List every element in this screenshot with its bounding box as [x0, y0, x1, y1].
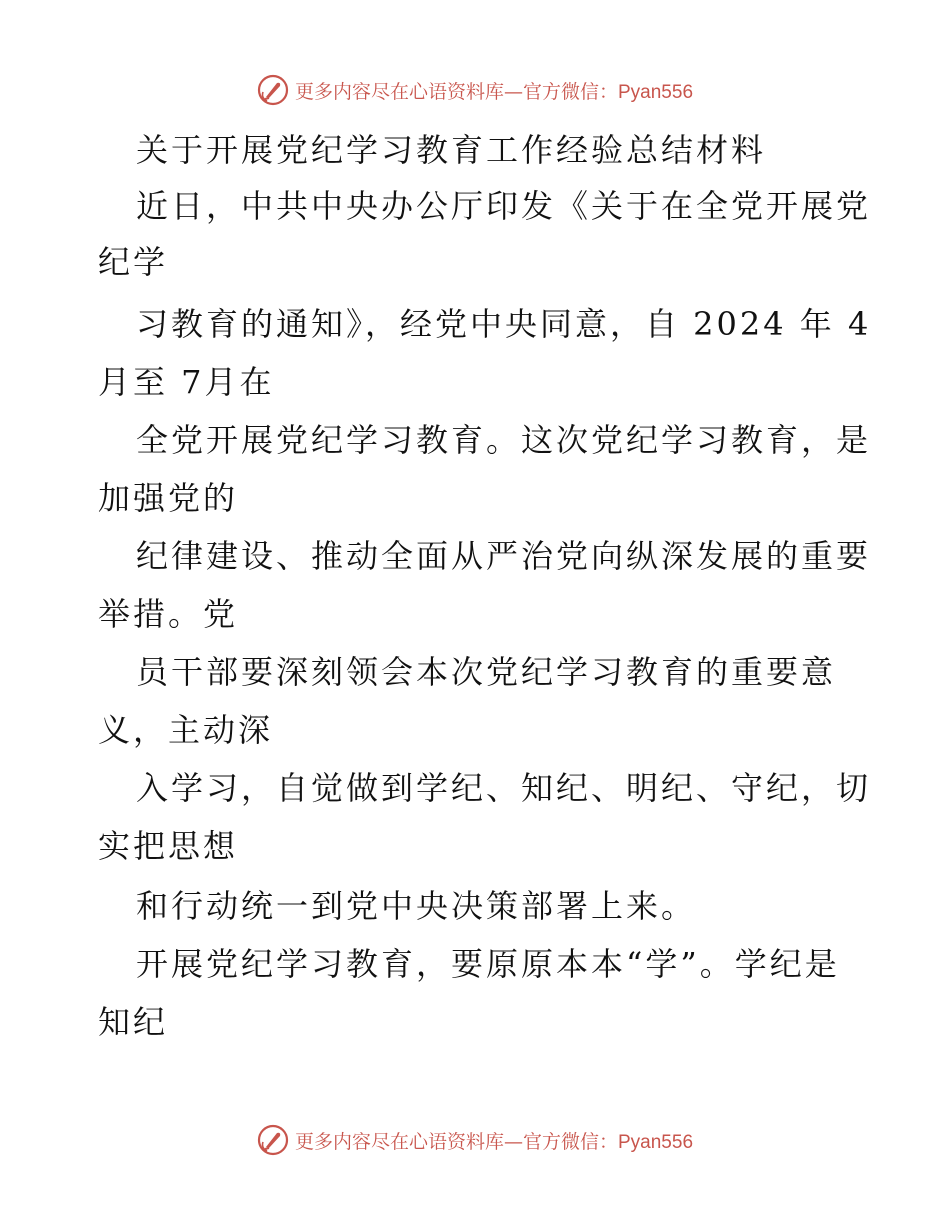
paragraph-line: 举措。党	[98, 595, 239, 633]
paragraph-line: 员干部要深刻领会本次党纪学习教育的重要意	[136, 653, 837, 691]
banner-text	[295, 1127, 693, 1154]
paragraph-line: 入学习，自觉做到学纪、知纪、明纪、守纪，切	[136, 769, 872, 807]
document-title: 关于开展党纪学习教育工作经验总结材料	[136, 131, 767, 169]
paragraph-line: 纪律建设、推动全面从严治党向纵深发展的重要	[136, 537, 872, 575]
banner-label: 更多内容尽在心语资料库—官方微信：	[294, 1130, 618, 1153]
paragraph-line: 实把思想	[98, 827, 239, 865]
quill-logo-icon	[257, 1124, 289, 1156]
paragraph-line: 和行动统一到党中央决策部署上来。	[136, 887, 697, 925]
banner-label: 更多内容尽在心语资料库—官方微信：	[294, 80, 618, 103]
paragraph-line: 全党开展党纪学习教育。这次党纪学习教育，是	[136, 421, 872, 459]
paragraph-line: 月至 7月在	[98, 363, 275, 401]
banner-wechat-id: Pyan556	[618, 1131, 694, 1153]
paragraph-line: 义，主动深	[98, 711, 274, 749]
banner-wechat-id: Pyan556	[618, 81, 694, 103]
banner-text	[295, 77, 693, 104]
paragraph-line: 知纪	[98, 1003, 169, 1041]
footer-banner	[0, 1120, 950, 1160]
paragraph-line: 加强党的	[98, 479, 239, 517]
paragraph-line: 开展党纪学习教育，要原原本本“学”。学纪是	[136, 945, 840, 983]
paragraph-line: 近日，中共中央办公厅印发《关于在全党开展党	[136, 187, 872, 225]
paragraph-line: 纪学	[98, 243, 169, 281]
header-banner	[0, 70, 950, 110]
quill-logo-icon	[257, 74, 289, 106]
paragraph-line: 习教育的通知》，经党中央同意，自 2024 年 4	[136, 305, 872, 343]
